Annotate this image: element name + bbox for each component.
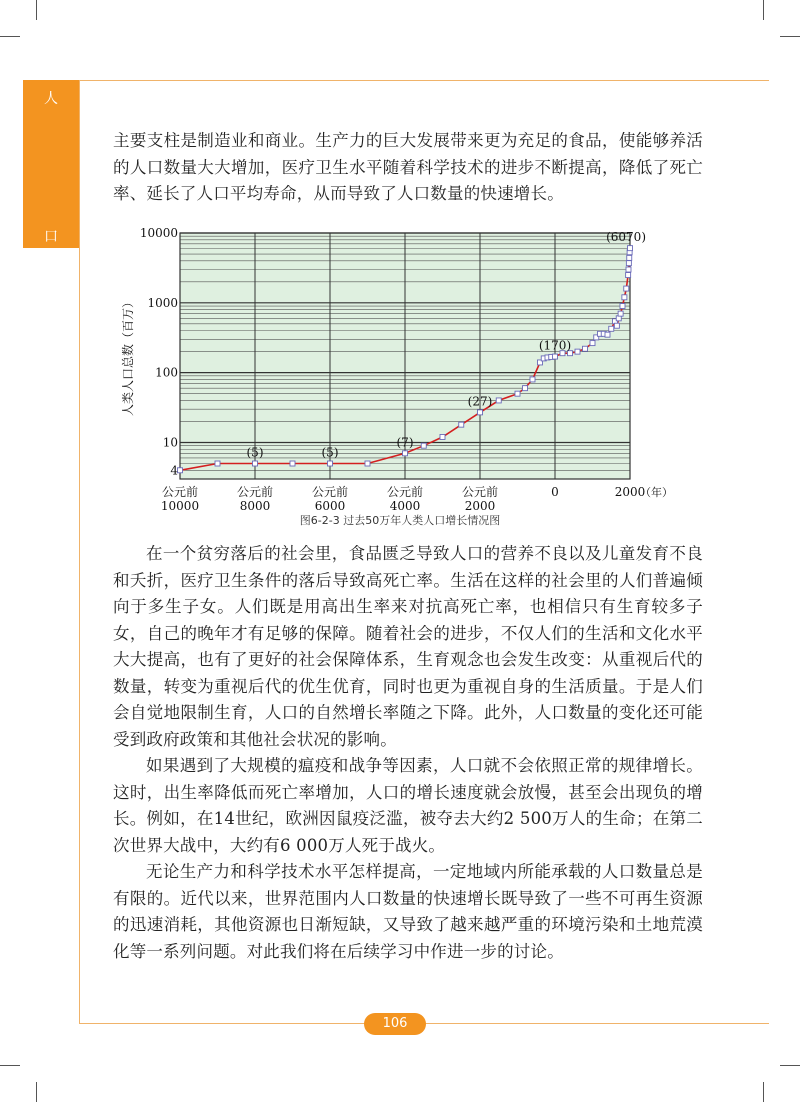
chapter-tab-char-top: 人	[44, 91, 58, 107]
crop-mark	[0, 36, 20, 37]
data-point	[626, 273, 631, 278]
x-axis-unit: （年）	[640, 486, 673, 499]
data-point	[614, 323, 619, 328]
data-point	[530, 377, 535, 382]
data-point	[178, 468, 183, 473]
data-point	[478, 410, 483, 415]
x-tick-label: 2000	[464, 499, 496, 511]
data-point	[440, 434, 445, 439]
data-point	[365, 461, 370, 466]
x-tick-label: 公元前	[161, 485, 199, 499]
x-tick-label: 8000	[239, 499, 271, 511]
data-point	[575, 349, 580, 354]
data-point	[622, 295, 627, 300]
population-growth-chart	[110, 215, 690, 511]
crop-mark	[0, 1065, 20, 1066]
x-tick-label: 6000	[314, 499, 346, 511]
data-point	[620, 304, 625, 309]
data-label: (27)	[467, 394, 493, 409]
y-tick-label: 10000	[139, 226, 178, 240]
y-axis-label: 人类人口总数（百万）	[121, 295, 135, 417]
data-point	[618, 311, 623, 316]
data-point	[553, 354, 558, 359]
data-label: (5)	[321, 445, 339, 460]
data-point	[523, 386, 528, 391]
x-tick-label: 0	[551, 485, 559, 499]
x-tick-label: 公元前	[236, 485, 274, 499]
x-tick-label: 公元前	[311, 485, 349, 499]
paragraph-4: 无论生产力和科学技术水平怎样提高，一定地域内所能承载的人口数量总是有限的。近代以来，世界范围内人口数量的快速增长既导致了一些不可再生资源的迅速消耗，其他资源也日渐短缺，又导致了越来越严重的环境污染和土地荒漠化等一系列问题。对此我们将在后续学习中作进一步的讨论。	[113, 862, 703, 961]
data-point	[215, 461, 220, 466]
data-point	[421, 443, 426, 448]
x-tick-label: 公元前	[461, 485, 499, 499]
data-point	[583, 346, 588, 351]
crop-mark	[36, 1082, 37, 1102]
data-point	[626, 261, 631, 266]
x-tick-label: 4000	[389, 499, 421, 511]
figure-caption: 图6-2-3 过去50万年人类人口增长情况图	[299, 514, 501, 527]
data-point	[590, 341, 595, 346]
paragraph-3: 如果遇到了大规模的瘟疫和战争等因素，人口就不会依照正常的规律增长。这时，出生率降低而死亡率增加，人口的增长速度就会放慢，甚至会出现负的增长。例如，在14世纪，欧洲因鼠疫泛滥，被夺去大约2 500万人的生命；在第二次世界大战中，大约有6 000万人死于战火。	[113, 756, 703, 855]
chapter-side-tab	[23, 80, 79, 248]
top-rule	[79, 80, 769, 81]
crop-mark	[780, 36, 800, 37]
paragraph-1: 主要支柱是制造业和商业。生产力的巨大发展带来更为充足的食品，使能够养活的人口数量大大增加，医疗卫生水平随着科学技术的进步不断提高，降低了死亡率、延长了人口平均寿命，从而导致了人口数量的快速增长。	[113, 131, 703, 203]
data-point	[403, 451, 408, 456]
paragraph-2: 在一个贫穷落后的社会里，食品匮乏导致人口的营养不良以及儿童发育不良和夭折，医疗卫生条件的落后导致高死亡率。生活在这样的社会里的人们普遍倾向于多生子女。人们既是用高出生率来对抗高死亡率，也相信只有生育较多子女，自己的晚年才有足够的保障。随着社会的进步，不仅人们的生活和文化水平大大提高，也有了更好的社会保障体系，生育观念也会发生改变：从重视后代的数量，转变为重视后代的优生优育，同时也更为重视自身的生活质量。于是人们会自觉地限制生育，人口的自然增长率随之下降。此外，人口数量的变化还可能受到政府政策和其他社会状况的影响。	[113, 544, 703, 749]
data-label: (6070)	[606, 230, 646, 245]
page-number: 106	[364, 1013, 426, 1035]
chapter-tab-char-bottom: 口	[44, 229, 58, 245]
data-point	[290, 461, 295, 466]
crop-mark	[763, 0, 764, 20]
y-tick-label: 4	[170, 463, 178, 478]
data-label: (170)	[538, 338, 572, 353]
y-tick-label: 10	[162, 435, 178, 450]
crop-mark	[36, 0, 37, 20]
x-tick-label: 2000	[614, 485, 646, 499]
data-point	[609, 326, 614, 331]
data-label: (5)	[246, 445, 264, 460]
data-point	[627, 255, 632, 260]
data-point	[624, 286, 629, 291]
y-tick-label: 1000	[147, 295, 178, 310]
x-tick-label: 10000	[160, 499, 200, 511]
data-point	[328, 461, 333, 466]
data-label: (7)	[396, 435, 414, 450]
crop-mark	[780, 1065, 800, 1066]
crop-mark	[763, 1082, 764, 1102]
data-point	[459, 422, 464, 427]
data-point	[628, 246, 633, 251]
y-tick-label: 100	[155, 365, 178, 380]
data-point	[605, 332, 610, 337]
data-point	[515, 391, 520, 396]
left-rule	[79, 80, 80, 1024]
x-tick-label: 公元前	[386, 485, 424, 499]
data-point	[253, 461, 258, 466]
data-point	[626, 267, 631, 272]
data-point	[496, 398, 501, 403]
